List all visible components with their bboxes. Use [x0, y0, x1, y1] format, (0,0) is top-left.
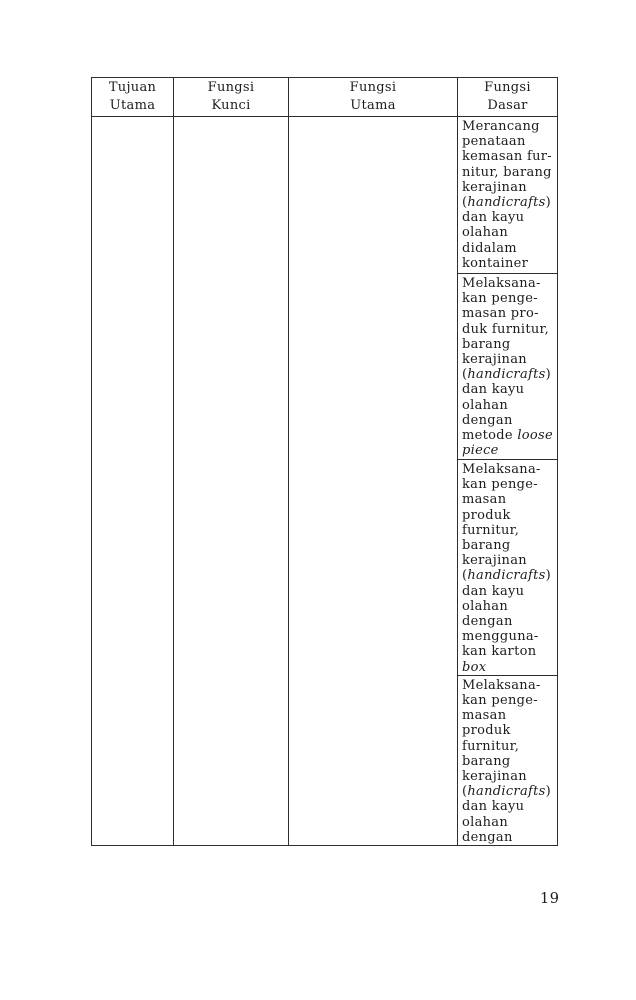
text-line: dan kayu	[462, 799, 525, 815]
cell-fungsi-kunci-empty	[174, 117, 289, 846]
text-line: kemasan fur-	[462, 149, 552, 165]
text-line: Melaksana-	[462, 462, 541, 477]
text-line: masan	[462, 492, 507, 508]
text-line: (handicrafts)	[462, 195, 551, 211]
text-line: olahan	[462, 598, 509, 614]
text-line: olahan	[462, 225, 509, 241]
text-line: masan	[462, 708, 507, 724]
text-line: Melaksana-	[462, 677, 541, 693]
text-line: (handicrafts)	[462, 367, 551, 383]
text-line: Dasar	[487, 97, 528, 113]
text-line: piece	[462, 443, 499, 459]
cell-fungsi-utama-empty	[289, 117, 458, 846]
cell-fungsi-dasar-row-3	[458, 460, 558, 676]
text-line: kontainer	[462, 255, 529, 271]
text-line: Kunci	[211, 97, 251, 113]
text-line: dengan	[462, 614, 513, 630]
text-line: kan penge-	[462, 291, 538, 307]
text-line: kan penge-	[462, 693, 538, 709]
text-line: dan kayu	[462, 210, 525, 226]
header-cell-fungsi-utama	[289, 78, 458, 117]
text-line: (handicrafts)	[462, 568, 551, 584]
text-line: didalam	[462, 240, 517, 256]
text-line: kan penge-	[462, 477, 538, 493]
header-cell-tujuan-utama	[92, 78, 174, 117]
text-line: box	[462, 659, 487, 675]
cell-fungsi-dasar-row-2	[458, 274, 558, 460]
text-line: Utama	[350, 97, 396, 113]
text-line: nitur, barang	[462, 164, 552, 180]
text-line: kerajinan	[462, 553, 527, 569]
table-header-row	[92, 78, 558, 117]
text-line: Utama	[109, 97, 156, 113]
text-line: furnitur,	[462, 522, 520, 538]
cell-fungsi-dasar-row-1	[458, 117, 558, 274]
text-line: produk	[462, 723, 511, 739]
text-line: kerajinan	[462, 179, 527, 195]
text-line: Merancang	[462, 119, 540, 134]
cell-tujuan-utama-empty	[92, 117, 174, 846]
text-line: Fungsi	[349, 80, 397, 95]
text-line: olahan	[462, 397, 509, 413]
text-line: kerajinan	[462, 352, 527, 368]
text-line: (handicrafts)	[462, 784, 551, 800]
fungsi-table	[91, 77, 558, 846]
cell-fungsi-dasar-row-4	[458, 675, 558, 845]
text-line: Melaksana-	[462, 276, 541, 291]
table-row	[92, 117, 558, 274]
text-line: kerajinan	[462, 769, 527, 785]
text-line: dengan	[462, 829, 513, 845]
text-line: penataan	[462, 134, 526, 150]
text-line: metode loose	[462, 428, 554, 444]
text-line: barang	[462, 336, 511, 352]
text-line: Tujuan	[108, 80, 157, 95]
text-line: barang	[462, 538, 511, 554]
text-line: Fungsi	[484, 80, 531, 95]
header-cell-fungsi-dasar	[458, 78, 558, 117]
page-number: 19	[540, 891, 560, 907]
text-line: produk	[462, 507, 511, 523]
header-cell-fungsi-kunci	[174, 78, 289, 117]
text-line: olahan	[462, 814, 509, 830]
text-line: mengguna-	[462, 629, 539, 645]
text-line: duk furnitur,	[462, 321, 550, 337]
text-line: dan kayu	[462, 583, 525, 599]
text-line: dan kayu	[462, 382, 525, 398]
text-line: furnitur,	[462, 738, 520, 754]
text-line: kan karton	[462, 644, 537, 660]
text-line: dengan	[462, 412, 513, 428]
text-line: barang	[462, 753, 511, 769]
text-line: Fungsi	[207, 80, 255, 95]
text-line: masan pro-	[462, 306, 539, 322]
